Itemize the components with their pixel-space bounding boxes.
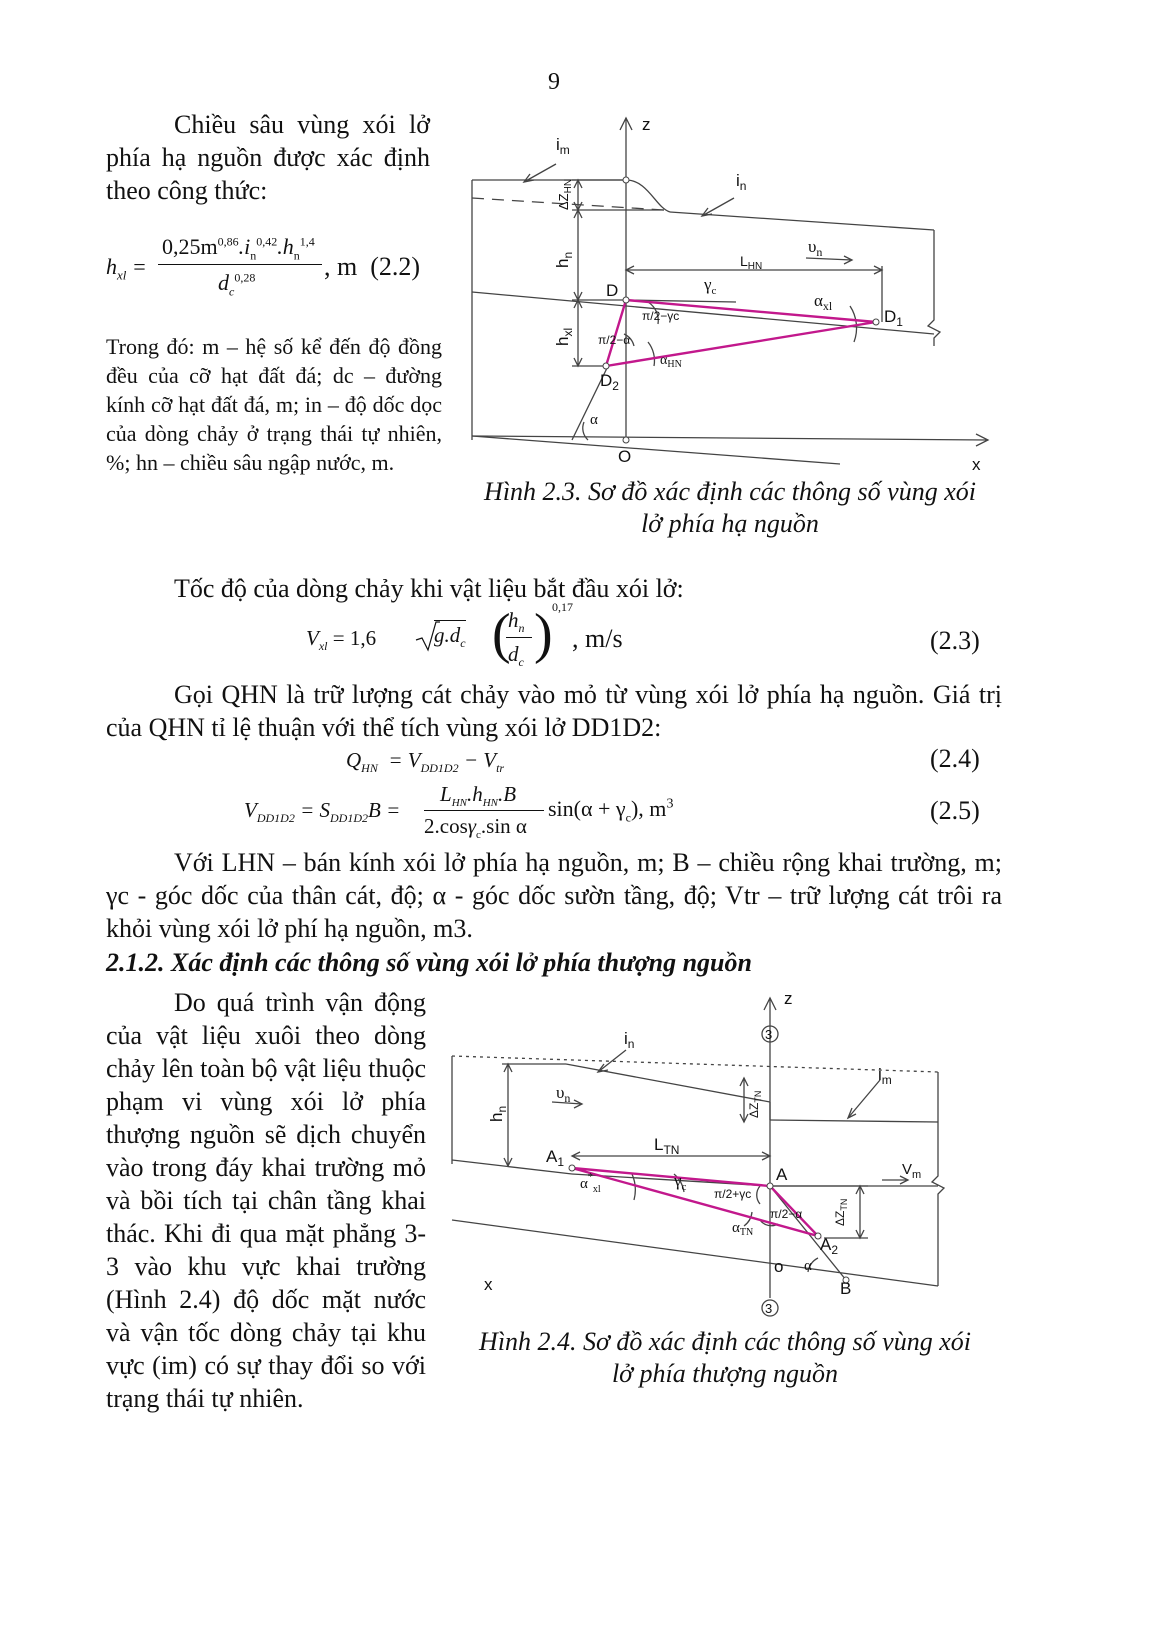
fig23-label-D2: D (600, 371, 613, 390)
fig24-label-alpha-star: α (580, 1176, 588, 1192)
fig24-label-in: i (624, 1029, 628, 1048)
fig23-caption-line2: lở phía hạ nguồn (641, 509, 819, 538)
svg-text:im: $i_m$ (878, 1065, 892, 1087)
fig24-label-hn: h (487, 1112, 506, 1122)
intro-paragraph: Chiều sâu vùng xói lở phía hạ nguồn được xác định theo công thức: (106, 110, 430, 205)
fig23-label-dz: ΔZ (556, 193, 571, 210)
svg-text:α*xl: $\alpha^*_{xl}$ (580, 1172, 601, 1195)
eq25-num: L (440, 782, 452, 806)
fig23-label-im: i (556, 135, 560, 154)
definitions-paragraph: Với LHN – bán kính xói lở phía hạ nguồn, m; B – chiều rộng khai trường, m; γc - góc dốc của thân cát, độ; α - góc dốc sườn tầng, độ; Vtr – trữ lượng cát trôi ra khỏi vùng xói lở phí hạ nguồn, m3. (106, 848, 1002, 943)
svg-text:αTN: $\alpha_{TN}$ (732, 1220, 754, 1238)
eq23-coef: = 1,6 (332, 626, 377, 650)
svg-text:γc: $\gamma_c$ (674, 1171, 687, 1193)
fig24-water-surface-in (566, 1064, 770, 1102)
fig23-label-v: υ (808, 237, 817, 256)
eq23-unit: , m/s (572, 624, 623, 653)
svg-text:αxl: $\alpha_{xl}$ (814, 291, 833, 313)
eq25-tail: sin(α + γ (548, 796, 626, 821)
eq-2-4-number: (2.4) (930, 744, 980, 773)
eq25-b: B = (368, 798, 401, 822)
eq25-den: 2.cos (424, 814, 468, 838)
eq-2-5-number: (2.5) (930, 796, 980, 825)
svg-text:ΔZHN: $\Delta Z_{HN}$ (556, 178, 574, 210)
fig24-label-z: z (784, 990, 793, 1008)
fig24-label-A: A (776, 1165, 788, 1184)
fig24-label-im: i (878, 1065, 882, 1084)
svg-text:LHN: $L_{HN}$ (740, 253, 763, 272)
eq23-root: g.d (434, 623, 461, 647)
eq22-lhs-sub: xl (117, 267, 127, 283)
fig24-label-pi-alpha: π/2−α (770, 1207, 803, 1221)
fig24-label-dz: ΔZ (747, 1102, 761, 1118)
eq22-denominator: d (218, 270, 229, 295)
eq22-lhs: h (106, 254, 117, 279)
eq25-s: = S (300, 798, 330, 822)
fig23-x-axis (472, 436, 988, 440)
svg-text:in: $i_n$ (736, 171, 747, 193)
fig23-label-z: z (642, 115, 651, 134)
equation-2-5: $V_{DD1D2} = S_{DD1D2}B$ = $L_{HN}.h_{HN}.B$ 2.cosγ$_c$.sin α $\sin(\alpha + \gamma_c)$, $m^3$ (244, 782, 674, 842)
fig24-label-B: B (840, 1279, 852, 1298)
fig23-caption-line1: Hình 2.3. Sơ đồ xác định các thông số vùng xói (484, 477, 976, 506)
fig24-label-L: L (654, 1135, 664, 1154)
fig23-label-o: O (618, 447, 632, 466)
fig24-label-three-bottom: 3 (765, 1301, 773, 1316)
eq22-fraction-bar (158, 264, 322, 265)
figure-2-4-caption (450, 1326, 1000, 1390)
eq23-frac-num: h (508, 608, 519, 632)
fig23-label-hn: h (553, 258, 572, 268)
eq23-lhs: V (306, 626, 319, 650)
fig24-label-alpha-tn: α (732, 1220, 740, 1236)
svg-text:A1: $A_1$ (546, 1147, 565, 1169)
eq22-d-exp: 0,28 (234, 270, 256, 285)
fig24-label-pi-gamma: π/2+γc (714, 1187, 752, 1201)
qhn-paragraph: Gọi QHN là trữ lượng cát chảy vào mỏ từ vùng xói lở phía hạ nguồn. Giá trị của QHN tỉ lệ thuận với thể tích vùng xói lở DD1D2: (106, 680, 1002, 742)
eq22-hn-exp: 1,4 (299, 234, 315, 249)
fig23-label-alpha: α (590, 412, 598, 428)
section2-paragraph: Do quá trình vận động của vật liệu xuôi theo dòng chảy lên toàn bộ vật liệu thuộc phạm vi vùng xói lở phía thượng nguồn sẽ dịch chuyển vào trong đáy khai trường mỏ và bồi tích tại chân tầng khai thác. Khi đi qua mặt phẳng 3-3 vào khu vực khai trường (Hình 2.4) độ dốc mặt nước và vận tốc dòng chảy tại khu vực (im) có sự thay đổi so với trạng thái tự nhiên. (106, 988, 426, 1413)
eq22-m-exp: 0,86 (217, 234, 239, 249)
fig23-label-alpha-hn: α (660, 353, 668, 368)
svg-text:αHN: $\alpha_{HN}$ (660, 353, 682, 370)
eq22-number: (2.2) (370, 252, 421, 281)
eq23-frac-den: d (508, 642, 519, 666)
svg-text:hxl: $h_{xl}$ (553, 327, 575, 346)
fig23-label-hxl: h (553, 336, 572, 346)
fig23-label-pi-alpha: π/2−α (598, 333, 631, 347)
fig24-label-alpha: α (804, 1258, 812, 1274)
svg-text:D1: $D_1$ (884, 307, 903, 329)
eq25-lhs: V (244, 798, 257, 822)
svg-text:LTN: $L_{TN}$ (654, 1135, 680, 1157)
svg-text:hn: $h_n$ (553, 251, 575, 268)
svg-text:γc: $\gamma_c$ (704, 275, 717, 297)
fig24-label-x: x (484, 1275, 493, 1294)
fig24-label-A1: A (546, 1147, 558, 1166)
eq22-numerator: 0,25m (162, 234, 218, 259)
eq24-minus: − V (463, 748, 497, 772)
eq-2-3-number: (2.3) (930, 626, 980, 655)
fig23-label-D: D (606, 281, 619, 300)
equation-2-3: $V_{xl} = 1,6$ $g.d_c$ ( $h_n$ $d_c$ ) 0,17 , m/s (306, 600, 623, 670)
speed-paragraph: Tốc độ của dòng chảy khi vật liệu bắt đầu xói lở: (174, 574, 684, 603)
equation-2-2: $h_{xl}$ = $0,25m^{0,86}.i_n^{0,42}.h_n^{1,4}$ $d_c^{0,28}$ , m (2.2) (106, 234, 421, 299)
fig23-label-D1: D (884, 307, 897, 326)
fig23-label-gamma: γ (704, 275, 712, 294)
svg-text:υn: $\upsilon_n$ (556, 1083, 571, 1105)
fig23-label-in: i (736, 171, 740, 190)
svg-text:ΔZTN: $\Delta Z_{TN}$ (747, 1090, 763, 1118)
page-number: 9 (548, 69, 560, 95)
eq22-d-sub: c (229, 284, 235, 299)
svg-text:D2: $D_2$ (600, 371, 619, 393)
svg-text:υn: $\upsilon_n$ (808, 237, 823, 259)
fig24-label-Vm: V (902, 1161, 913, 1178)
fig24-label-three-top: 3 (765, 1027, 773, 1042)
fig23-label-L: L (740, 253, 748, 269)
svg-text:hn: $h_n$ (487, 1105, 509, 1122)
fig23-label-x: x (972, 455, 981, 472)
svg-text:Vm: $V_m$ (902, 1161, 922, 1181)
fig24-label-v: υ (556, 1083, 565, 1102)
eq23-exp: 0,17 (552, 600, 573, 614)
where-paragraph: Trong đó: m – hệ số kể đến độ đồng đều của cỡ hạt đất đá; dc – đường kính cỡ hạt đất đá, m; in – độ dốc dọc của dòng chảy ở trạng thái tự nhiên, %; hn – chiều sâu ngập nước, m. (106, 334, 442, 475)
section-heading-2-1-2: 2.1.2. Xác định các thông số vùng xói lở phía thượng nguồn (106, 948, 752, 977)
svg-text:A2: $A_2$ (820, 1235, 839, 1257)
figure-2-3-caption (460, 476, 1000, 540)
fig24-label-dz2: ΔZ (833, 1210, 847, 1226)
eq22-unit: , m (324, 252, 358, 281)
fig24-label-o: o (774, 1257, 784, 1276)
svg-text:im: $i_m$ (556, 135, 570, 157)
svg-text:in: $i_n$ (624, 1029, 635, 1051)
fig23-label-alpha-xl: α (814, 291, 823, 310)
eq24-lhs: Q (346, 748, 362, 772)
fig24-caption-line2: lở phía thượng nguồn (611, 1359, 839, 1388)
equation-2-4: $Q_{HN} = V_{DD1D2} - V_{tr}$ (346, 748, 505, 776)
svg-text:ΔZTN: $\Delta Z_{TN}$ (833, 1198, 849, 1226)
fig24-caption-line1: Hình 2.4. Sơ đồ xác định các thông số vùng xói (479, 1327, 971, 1356)
eq22-in-exp: 0,42 (256, 234, 278, 249)
fig24-water-surface-im (770, 1120, 938, 1122)
fig24-label-gamma: γ (674, 1171, 682, 1190)
figure-2-3 (458, 110, 998, 472)
fig23-ground-line (472, 292, 934, 334)
fig24-label-A2: A (820, 1235, 832, 1254)
eq24-rhs: = V (388, 748, 421, 772)
figure-2-4 (448, 990, 948, 1320)
fig23-label-pi-gamma: π/2−γc (642, 309, 680, 323)
